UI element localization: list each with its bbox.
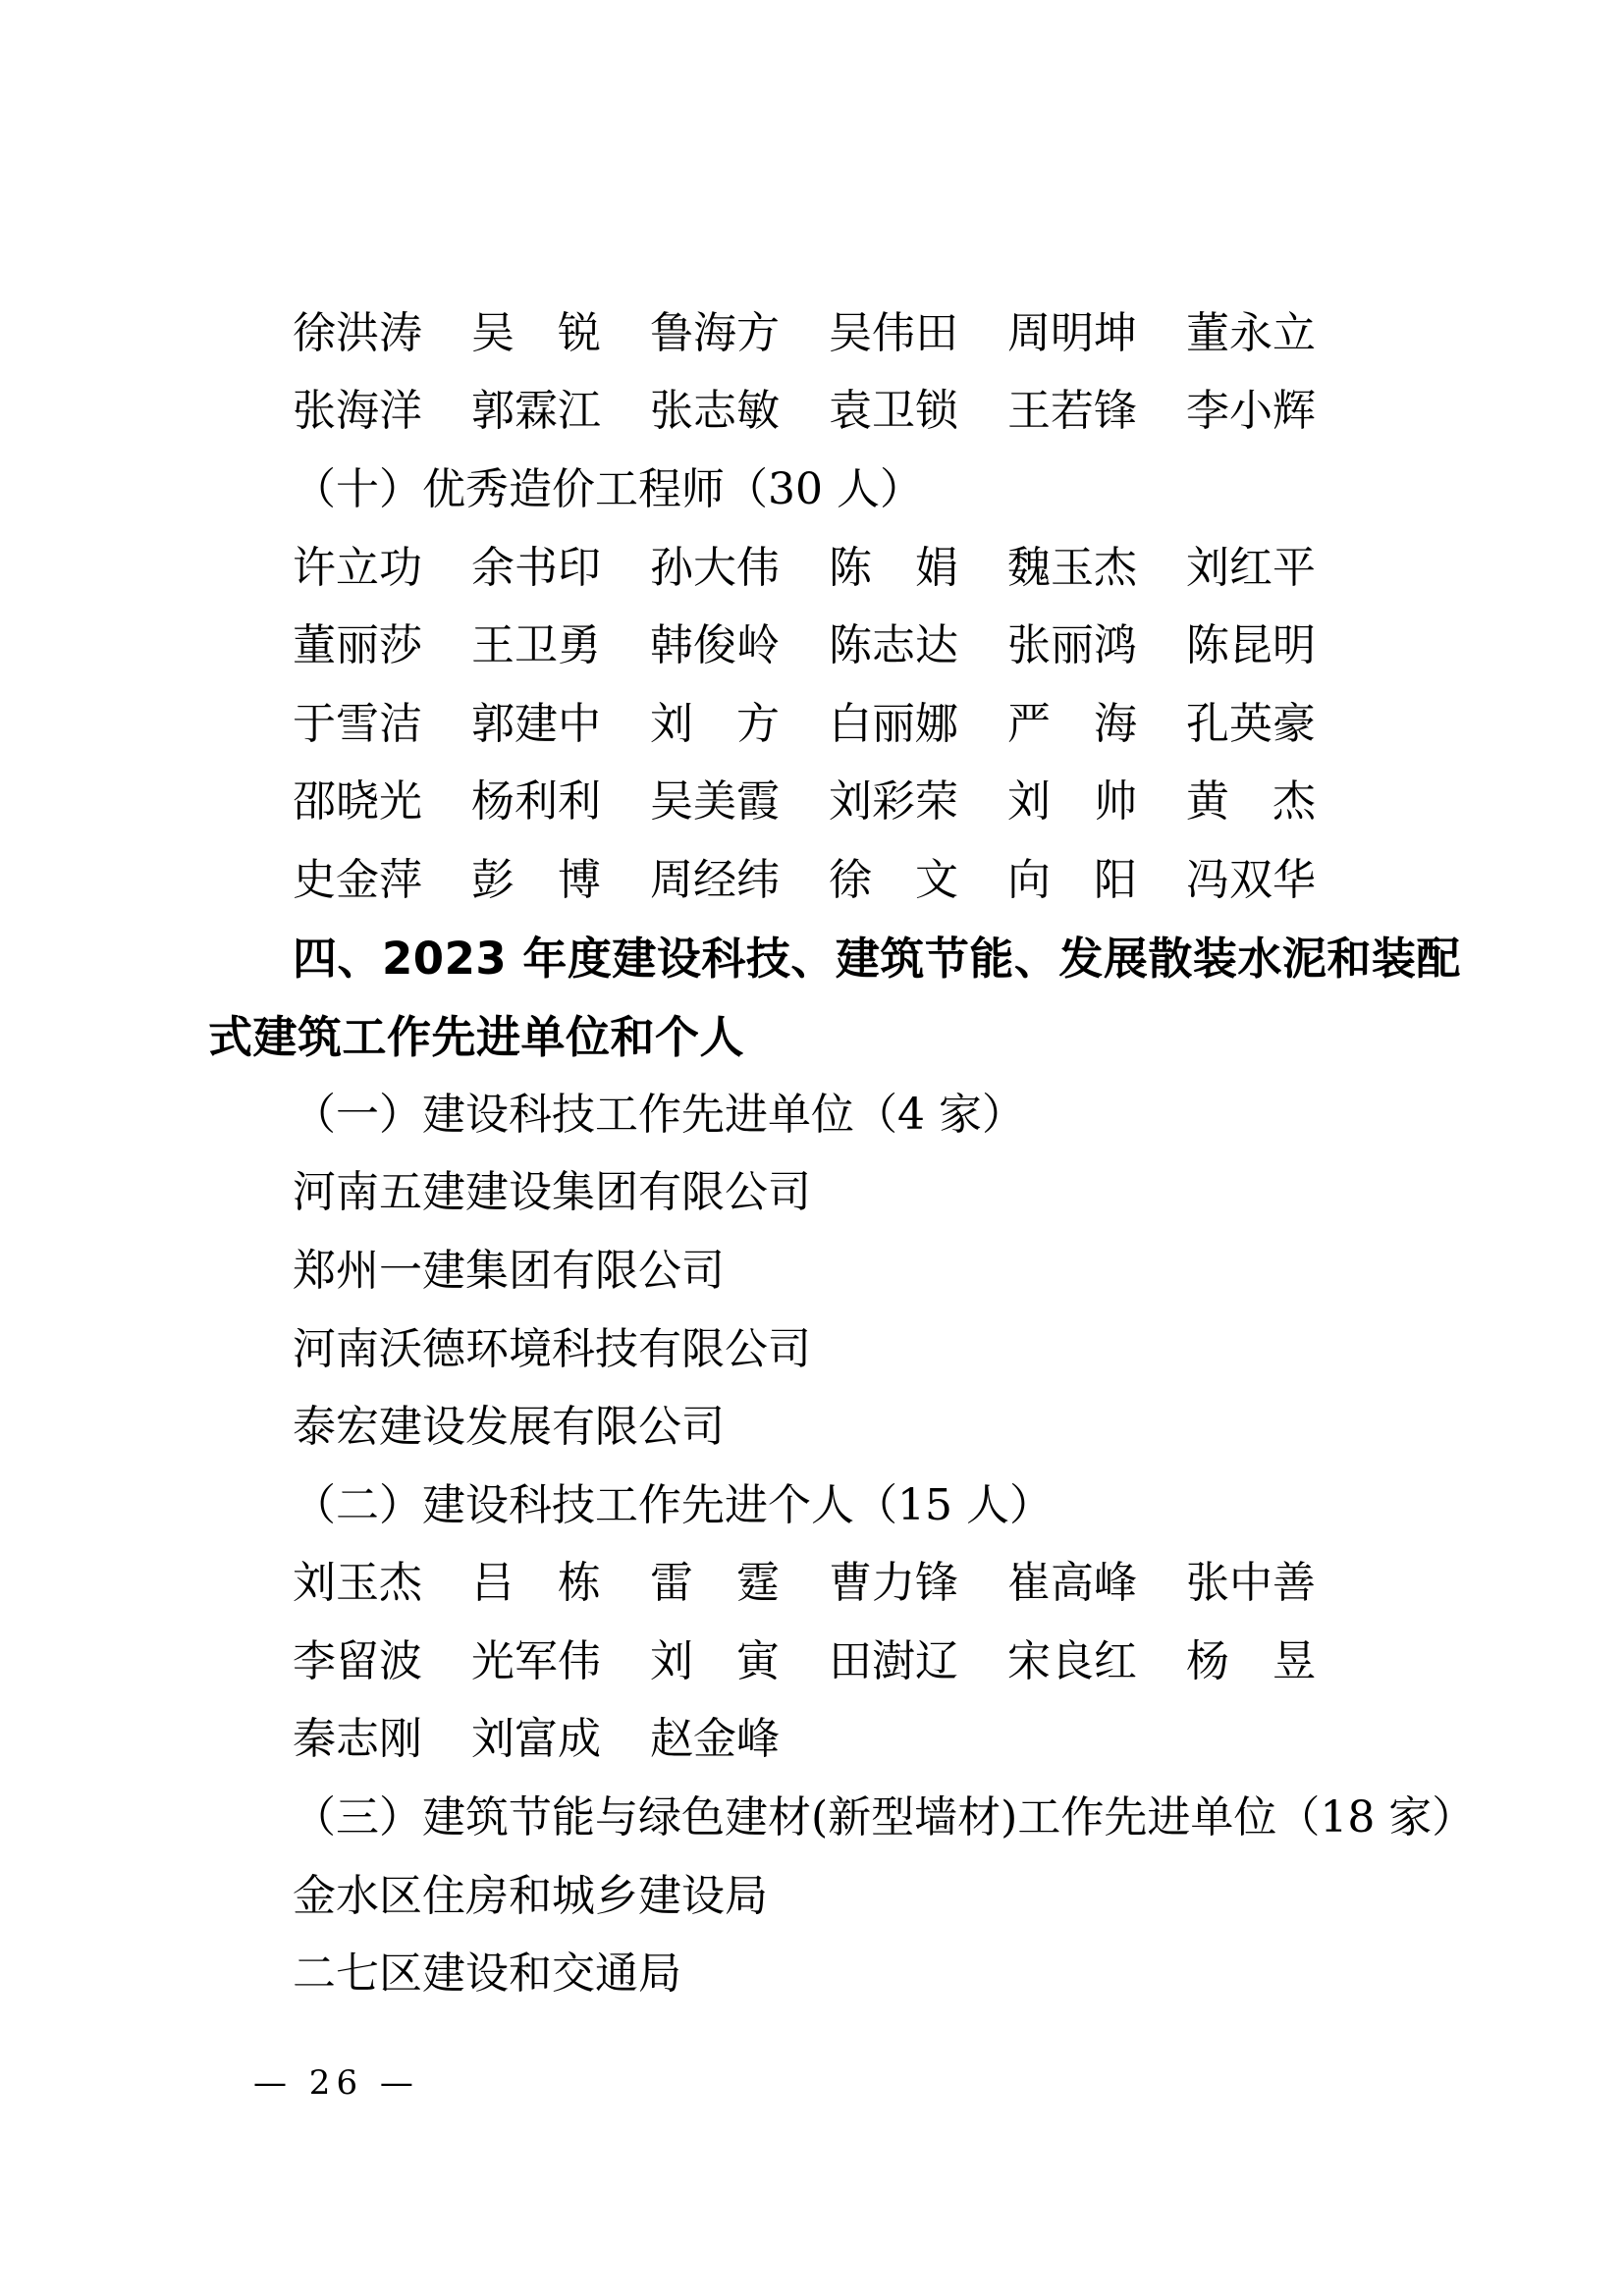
person-name: 杨 昱 — [1186, 1635, 1316, 1686]
person-name: 徐 文 — [829, 854, 958, 905]
person-name: 彭 博 — [471, 854, 601, 905]
person-name: 张志敏 — [650, 386, 780, 437]
person-name: 宋良红 — [1007, 1635, 1137, 1686]
person-name: 郭建中 — [471, 698, 601, 749]
person-name: 光军伟 — [471, 1635, 601, 1686]
person-name: 李留波 — [293, 1635, 422, 1686]
person-name: 田澍辽 — [829, 1635, 958, 1686]
person-name: 秦志刚 — [293, 1714, 422, 1765]
name-list-row — [208, 1545, 1445, 1624]
person-name: 刘红平 — [1186, 542, 1316, 593]
name-list-row — [208, 841, 1445, 920]
person-name: 周经纬 — [650, 854, 780, 905]
person-name: 陈昆明 — [1186, 620, 1316, 671]
person-name: 余书印 — [471, 542, 601, 593]
person-name: 吴 锐 — [471, 307, 601, 358]
person-name: 韩俊岭 — [650, 620, 780, 671]
section-heading-line-1: 四、2023 年度建设科技、建筑节能、发展散装水泥和装配 — [293, 933, 1461, 986]
person-name: 孔英豪 — [1186, 698, 1316, 749]
org-name: 二七区建设和交通局 — [293, 1949, 681, 2000]
person-name: 刘 寅 — [650, 1635, 780, 1686]
person-name: 董丽莎 — [293, 620, 422, 671]
org-name: 郑州一建集团有限公司 — [293, 1245, 725, 1296]
name-list-row — [208, 607, 1445, 685]
name-list-row — [208, 764, 1445, 842]
person-name: 鲁海方 — [650, 307, 780, 358]
person-name: 刘彩荣 — [829, 776, 958, 828]
person-name: 郭霖江 — [471, 386, 601, 437]
person-name: 李小辉 — [1186, 386, 1316, 437]
name-list-row — [208, 373, 1445, 452]
name-list-row — [208, 1701, 1445, 1780]
document-body — [208, 294, 1476, 2013]
person-name: 雷 霆 — [650, 1558, 780, 1609]
person-name: 徐洪涛 — [293, 307, 422, 358]
person-name: 魏玉杰 — [1007, 542, 1137, 593]
person-name: 陈志达 — [829, 620, 958, 671]
person-name: 董永立 — [1186, 307, 1316, 358]
name-list-row — [208, 1623, 1445, 1701]
person-name: 严 海 — [1007, 698, 1137, 749]
org-name: 金水区住房和城乡建设局 — [293, 1870, 768, 1921]
person-name: 冯双华 — [1186, 854, 1316, 905]
person-name: 刘 方 — [650, 698, 780, 749]
person-name: 王卫勇 — [471, 620, 601, 671]
subsection-heading-10: （十）优秀造价工程师（30 人） — [293, 463, 923, 514]
person-name: 崔高峰 — [1007, 1558, 1137, 1609]
person-name: 于雪洁 — [293, 698, 422, 749]
person-name: 黄 杰 — [1186, 776, 1316, 828]
name-list-row — [208, 529, 1445, 608]
person-name: 向 阳 — [1007, 854, 1137, 905]
person-name: 白丽娜 — [829, 698, 958, 749]
person-name: 赵金峰 — [650, 1714, 780, 1765]
org-name: 泰宏建设发展有限公司 — [293, 1402, 725, 1453]
person-name: 刘玉杰 — [293, 1558, 422, 1609]
person-name: 张丽鸿 — [1007, 620, 1137, 671]
person-name: 吴伟田 — [829, 307, 958, 358]
person-name: 邵晓光 — [293, 776, 422, 828]
person-name: 曹力锋 — [829, 1558, 958, 1609]
person-name: 陈 娟 — [829, 542, 958, 593]
subsection-heading-1: （一）建设科技工作先进单位（4 家） — [293, 1089, 1025, 1140]
name-list-row — [208, 685, 1445, 764]
person-name: 许立功 — [293, 542, 422, 593]
person-name: 张中善 — [1186, 1558, 1316, 1609]
person-name: 史金萍 — [293, 854, 422, 905]
person-name: 张海洋 — [293, 386, 422, 437]
person-name: 刘富成 — [471, 1714, 601, 1765]
subsection-heading-3: （三）建筑节能与绿色建材(新型墙材)工作先进单位（18 家） — [293, 1792, 1476, 1843]
subsection-heading-2: （二）建设科技工作先进个人（15 人） — [293, 1479, 1053, 1530]
page-number: — 26 — — [253, 2063, 419, 2103]
org-name: 河南五建建设集团有限公司 — [293, 1167, 811, 1218]
person-name: 袁卫锁 — [829, 386, 958, 437]
person-name: 周明坤 — [1007, 307, 1137, 358]
person-name: 王若锋 — [1007, 386, 1137, 437]
person-name: 孙大伟 — [650, 542, 780, 593]
person-name: 吴美霞 — [650, 776, 780, 828]
org-name: 河南沃德环境科技有限公司 — [293, 1323, 811, 1374]
name-list-row — [208, 294, 1445, 373]
person-name: 杨利利 — [471, 776, 601, 828]
section-heading-line-2: 式建筑工作先进单位和个人 — [208, 1010, 745, 1063]
person-name: 吕 栋 — [471, 1558, 601, 1609]
person-name: 刘 帅 — [1007, 776, 1137, 828]
